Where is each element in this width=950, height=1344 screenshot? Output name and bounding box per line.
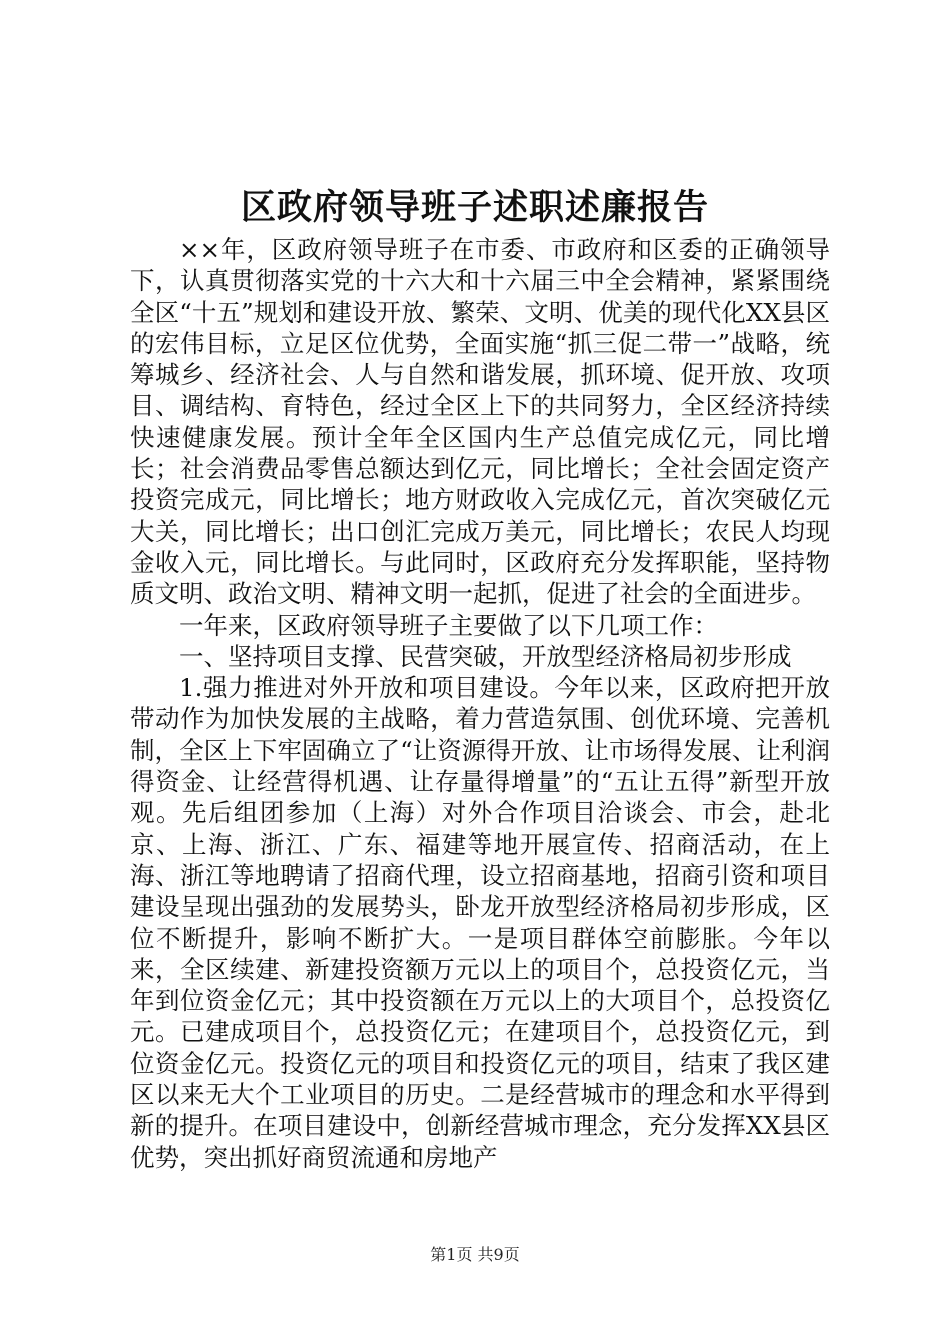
page-footer: 第1页 共9页 xyxy=(430,1245,520,1264)
section-heading-1: 一、坚持项目支撑、民营突破，开放型经济格局初步形成 xyxy=(179,641,792,671)
paragraph-item-1: 1.强力推进对外开放和项目建设。今年以来，区政府把开放带动作为加快发展的主战略，着力营造氛围、创优环境、完善机制，全区上下牢固确立了“让资源得开放、让市场得发展、让利润得资金、让经营得机遇、让存量得增量”的“五让五得”新型开放观。先后组团参加（上海）对外合作项目洽谈会、市会，赴北京、上海、浙江、广东、福建等地开展宣传、招商活动，在上海、浙江等地聘请了招商代理，设立招商基地，招商引资和项目建设呈现出强劲的发展势头，卧龙开放型经济格局初步形成，区位不断提升，影响不断扩大。一是项目群体空前膨胀。今年以来，全区续建、新建投资额万元以上的项目个，总投资亿元，当年到位资金亿元；其中投资额在万元以上的大项目个，总投资亿元。已建成项目个，总投资亿元；在建项目个，总投资亿元，到位资金亿元。投资亿元的项目和投资亿元的项目，结束了我区建区以来无大个工业项目的历史。二是经营城市的理念和水平得到新的提升。在项目建设中，创新经营城市理念，充分发挥XX县区优势，突出抓好商贸流通和房地产 xyxy=(130,673,830,1172)
document-body xyxy=(130,234,830,1173)
paragraph-intro: ××年，区政府领导班子在市委、市政府和区委的正确领导下，认真贯彻落实党的十六大和十六届三中全会精神，紧紧围绕全区“十五”规划和建设开放、繁荣、文明、优美的现代化XX县区的宏伟目标，立足区位优势，全面实施“抓三促二带一”战略，统筹城乡、经济社会、人与自然和谐发展，抓环境、促开放、攻项目、调结构、育特色，经过全区上下的共同努力，全区经济持续快速健康发展。预计全年全区国内生产总值完成亿元，同比增长；社会消费品零售总额达到亿元，同比增长；全社会固定资产投资完成元，同比增长；地方财政收入完成亿元，首次突破亿元大关，同比增长；出口创汇完成万美元，同比增长；农民人均现金收入元，同比增长。与此同时，区政府充分发挥职能，坚持物质文明、政治文明、精神文明一起抓，促进了社会的全面进步。 xyxy=(130,235,830,609)
document-title: 区政府领导班子述职述廉报告 xyxy=(240,188,709,228)
paragraph-work-summary: 一年来，区政府领导班子主要做了以下几项工作： xyxy=(179,610,718,640)
